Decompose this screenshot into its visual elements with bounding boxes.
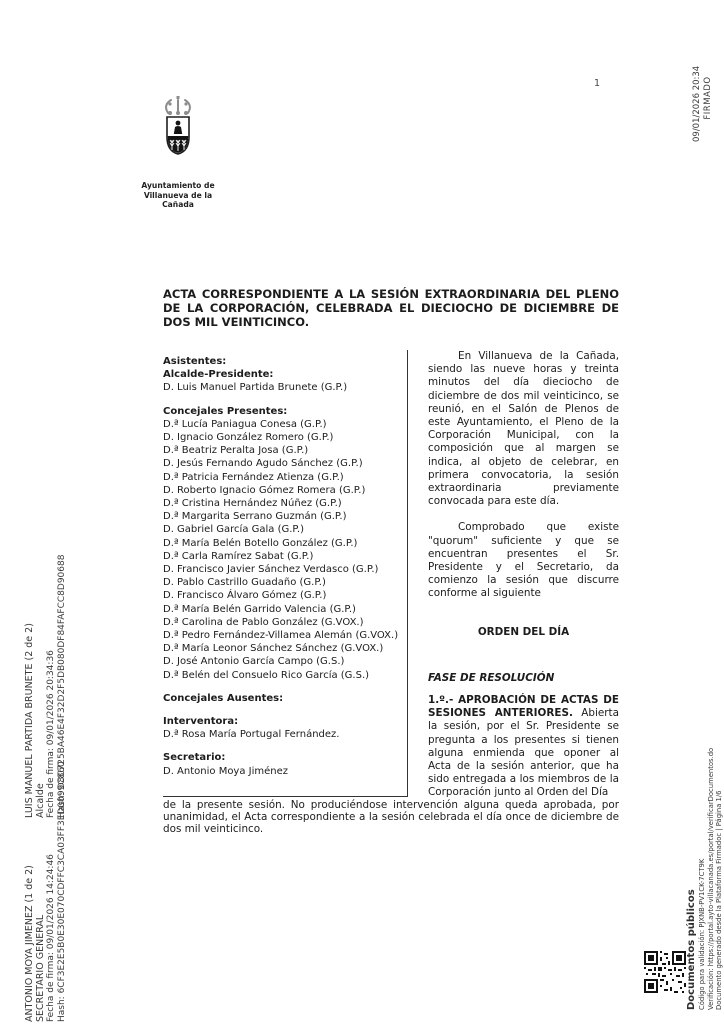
attendee-name: D. Roberto Ignacio Gómez Romera (G.P.)	[163, 484, 366, 496]
asistentes-header: Asistentes:	[163, 356, 227, 367]
signer-role: SECRETARIO GENERAL	[34, 914, 46, 1022]
stamp-datetime: 09/01/2026 20:34	[692, 65, 702, 142]
footer-generated-note: Documento generado desde la Plataforma Firmadoc | Página 1/6	[715, 790, 724, 1010]
session-text-column	[428, 350, 619, 800]
document-title: ACTA CORRESPONDIENTE A LA SESIÓN EXTRAORDINARIA DEL PLENO DE LA CORPORACIÓN, CELEBRADA EL DIECIOCHO DE DICIEMBRE DE DOS MIL VEINTICINCO.	[163, 287, 619, 330]
municipality-logo	[138, 96, 218, 210]
signature-hash: Hash: D8C725BA46E4F32D2F5DB080DF84FAFCC8D90688	[56, 554, 67, 818]
signer-name: ANTONIO MOYA JIMENEZ (1 de 2)	[24, 865, 35, 1022]
attendee-name: D.ª Beatriz Peralta Josa (G.P.)	[163, 445, 309, 457]
concejales-presentes-header: Concejales Presentes:	[163, 405, 288, 417]
signature-date: Fecha de firma: 09/01/2026 20:34:36	[46, 650, 56, 818]
orden-del-dia-heading: ORDEN DEL DÍA	[477, 625, 570, 638]
secretario-header: Secretario:	[163, 752, 226, 764]
footer-title: Documentos públicos	[686, 889, 697, 1010]
attendee-name: D. Pablo Castrillo Guadaño (G.P.)	[163, 577, 326, 589]
attendee-name: D.ª Belén del Consuelo Rico García (G.S.)	[163, 669, 370, 681]
attendee-name: D. Francisco Javier Sánchez Verdasco (G.P.)	[163, 564, 379, 576]
concejales-ausentes-header: Concejales Ausentes:	[163, 692, 284, 704]
attendee-name: D.ª Carolina de Pablo González (G.VOX.)	[163, 616, 364, 628]
secretario-name: D. Antonio Moya Jiménez	[163, 765, 289, 777]
attendee-name: D.ª Patricia Fernández Atienza (G.P.)	[163, 471, 344, 483]
footer-verification-url: Verificación: https://portal.ayto-villacanada.es/portal/verificarDocumentos.do	[706, 747, 715, 1010]
attendees-panel	[163, 350, 408, 797]
attendee-name: D.ª María Leonor Sánchez Sánchez (G.VOX.)	[163, 643, 384, 655]
signer-role: Alcalde	[34, 783, 46, 818]
closing-paragraph: de la presente sesión. No produciéndose intervención alguna queda aprobada, por unanimidad, el Acta correspondiente a la sesión celebrada el día once de diciembre de dos mil veinticinco.	[163, 799, 619, 835]
signature-block-secretario	[25, 732, 67, 1022]
attendee-name: D.ª Margarita Serrano Guzmán (G.P.)	[163, 511, 347, 523]
attendee-name: D.ª Lucía Paniagua Conesa (G.P.)	[163, 418, 327, 430]
attendee-name: D. Jesús Fernando Agudo Sánchez (G.P.)	[163, 458, 363, 470]
interventora-header: Interventora:	[163, 716, 239, 728]
page-number: 1	[594, 78, 601, 89]
fase-resolucion-heading: FASE DE RESOLUCIÓN	[428, 671, 555, 684]
attendee-name: D. José Antonio García Campo (G.S.)	[163, 656, 345, 668]
alcalde-header: Alcalde-Presidente:	[163, 369, 274, 381]
attendee-name: D.ª Cristina Hernández Núñez (G.P.)	[163, 498, 342, 510]
signature-hash: Hash: 6CF3E2E5B0E30E070CDFFC3CA03FF3ED0099C860	[56, 761, 67, 1022]
attendee-name: D. Francisco Álvaro Gómez (G.P.)	[163, 590, 327, 602]
signature-date: Fecha de firma: 09/01/2026 14:24:46	[46, 854, 56, 1022]
coat-of-arms-icon	[160, 96, 196, 178]
agenda-item-1	[428, 694, 619, 800]
attendee-name: D.ª Carla Ramírez Sabat (G.P.)	[163, 550, 314, 562]
org-name-line2: Villanueva de la Cañada	[143, 190, 213, 209]
qr-code	[644, 951, 686, 993]
session-paragraph-2: Comprobado que existe "quorum" suficiente y que se encuentran presentes el Sr. Presidente y el Secretario, da comienzo la sesión que discurre conforme al siguiente	[428, 521, 619, 600]
agenda-item-1-title: 1.º.- APROBACIÓN DE ACTAS DE SESIONES ANTERIORES.	[428, 694, 619, 720]
stamp-status: FIRMADO	[703, 76, 713, 120]
attendee-name: D.ª Pedro Fernández-Villamea Alemán (G.VOX.)	[163, 630, 399, 642]
attendee-name: D. Gabriel García Gala (G.P.)	[163, 524, 304, 536]
agenda-item-1-text: Abierta la sesión, por el Sr. Presidente se pregunta a los presentes si tienen alguna enmienda que oponer al Acta de la sesión anterior, que ha sido entregada a los miembros de la Corporación junto al Orden del Día	[428, 707, 619, 799]
footer-validation-code: Código para validación: PJXNB-PV1CK-7CT9K	[698, 858, 706, 1010]
attendee-name: D. Ignacio González Romero (G.P.)	[163, 432, 334, 444]
alcalde-name: D. Luis Manuel Partida Brunete (G.P.)	[163, 382, 348, 394]
attendee-name: D.ª María Belén Botello González (G.P.)	[163, 537, 358, 549]
session-paragraph-1: En Villanueva de la Cañada, siendo las nueve horas y treinta minutos del día dieciocho de diciembre de dos mil veinticinco, se reunió, en el Salón de Plenos de este Ayuntamiento, el Pleno de la Corporación Municipal, con la composición que al margen se indica, al objeto de celebrar, en primera convocatoria, la sesión extraordinaria previamente convocada para este día.	[428, 350, 619, 508]
org-name-line1: Ayuntamiento de	[141, 181, 215, 190]
interventora-name: D.ª Rosa María Portugal Fernández.	[163, 729, 340, 741]
signer-name: LUIS MANUEL PARTIDA BRUNETE (2 de 2)	[24, 623, 35, 818]
verification-footer	[686, 618, 724, 1010]
attendee-name: D.ª María Belén Garrido Valencia (G.P.)	[163, 603, 356, 615]
signed-stamp	[692, 54, 714, 142]
concejales-list	[163, 418, 399, 682]
